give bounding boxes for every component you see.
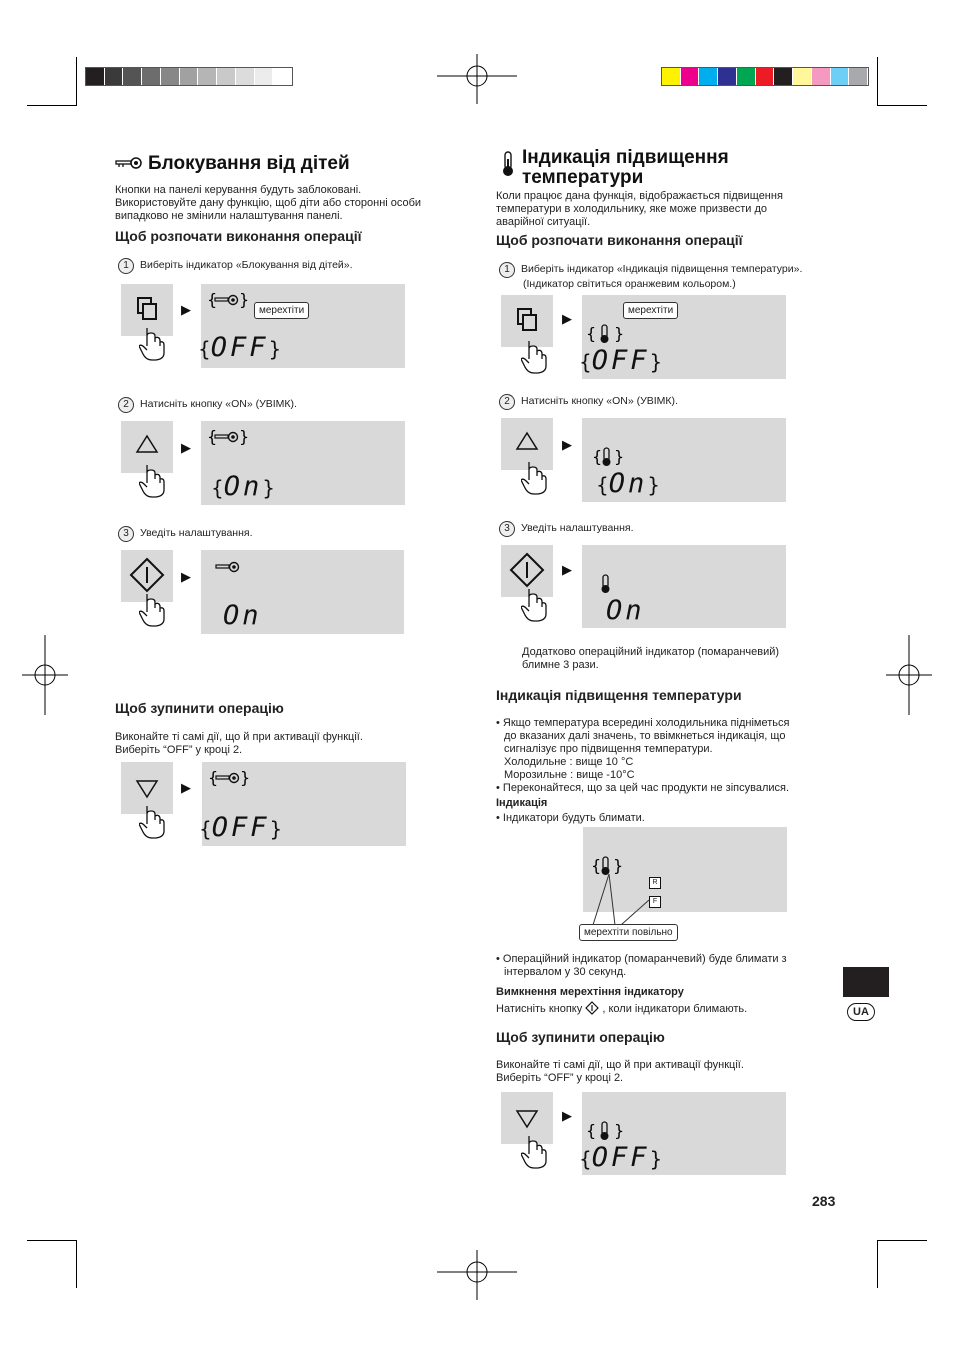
color-swatch — [831, 68, 850, 85]
color-swatch — [662, 68, 681, 85]
color-swatch — [142, 68, 161, 85]
right-stop-text — [496, 1059, 744, 1085]
blink-callout: мерехтіти — [254, 302, 309, 319]
svg-text:}: } — [614, 1121, 625, 1140]
page-number: 283 — [812, 1193, 836, 1209]
left-display-stop — [199, 762, 406, 846]
svg-text:}: } — [614, 447, 625, 466]
lcd-on: On — [606, 595, 645, 626]
left-start-heading: Щоб розпочати виконання операції — [115, 228, 362, 244]
bullet-line: • Переконайтеся, що за цей час продукти не зіпсувалися. — [496, 782, 790, 794]
svg-text:}: } — [613, 856, 624, 875]
right-step2 — [499, 394, 678, 410]
left-stop-text — [115, 731, 363, 757]
lcd-off: {OFF} — [199, 812, 283, 843]
color-swatch — [123, 68, 142, 85]
registration-target-top — [437, 54, 517, 104]
step-text: (Індикатор світиться оранжевим кольором.) — [523, 278, 736, 290]
stop-blink-text-b: , коли індикатори блимають. — [602, 1003, 748, 1015]
blinking-thermometer-icon — [586, 323, 626, 345]
right-intro-line: аварійної ситуації. — [496, 216, 591, 228]
step-number: 3 — [118, 526, 134, 542]
bullet-line: Холодильне : вище 10 °C — [504, 756, 634, 768]
step-number: 1 — [118, 258, 134, 274]
hand-press-icon — [521, 460, 549, 496]
temp-bullets — [496, 717, 789, 795]
r-label: R — [649, 877, 661, 889]
arrow-icon: ▶ — [562, 311, 572, 326]
blink-callout: мерехтіти — [623, 302, 678, 319]
svg-text:{: { — [586, 1121, 597, 1140]
right-display-1 — [579, 295, 786, 379]
right-display-2 — [582, 418, 786, 502]
language-tab-block — [843, 967, 889, 997]
left-intro-line: Використовуйте дану функцію, щоб діти або сторонні особи — [115, 197, 422, 209]
step-text: Натисніть кнопку «ON» (УВІМК). — [521, 395, 678, 407]
note-line: • Операційний індикатор (помаранчевий) буде блимати з — [496, 953, 787, 965]
color-swatch — [699, 68, 718, 85]
color-swatch — [718, 68, 737, 85]
right-title-line: Індикація підвищення — [522, 147, 729, 168]
left-intro-line: Кнопки на панелі керування будуть заблоковані. — [115, 184, 362, 196]
registration-target-left — [22, 635, 68, 715]
enter-icon — [585, 1001, 599, 1015]
color-swatch — [849, 68, 868, 85]
svg-text:{: { — [207, 427, 218, 446]
left-step1 — [118, 258, 353, 274]
key-icon — [215, 560, 245, 576]
registration-target-bottom — [437, 1250, 517, 1300]
left-intro-line: випадково не змінили налаштування панелі. — [115, 210, 343, 222]
lcd-on: {On} — [596, 468, 660, 499]
stop-blink-label: Вимкнення мерехтіння індикатору — [496, 986, 684, 998]
left-display-3 — [201, 550, 404, 634]
indication-label: Індикація — [496, 797, 548, 809]
blinking-key-icon — [208, 768, 254, 788]
temp-indication-heading: Індикація підвищення температури — [496, 687, 742, 703]
arrow-icon: ▶ — [181, 440, 191, 455]
f-label: F — [649, 896, 661, 908]
left-title: Блокування від дітей — [148, 153, 350, 174]
hand-press-icon — [139, 804, 167, 840]
svg-text:}: } — [239, 427, 250, 446]
right-step1 — [499, 262, 802, 291]
svg-text:}: } — [614, 324, 625, 343]
hand-press-icon — [521, 1134, 549, 1170]
hand-press-icon — [139, 326, 167, 362]
right-intro — [496, 190, 836, 229]
stop-blink-text — [496, 1001, 747, 1016]
color-swatch — [774, 68, 793, 85]
arrow-icon: ▶ — [181, 780, 191, 795]
stop-blink-text-a: Натисніть кнопку — [496, 1003, 583, 1015]
lcd-off: {OFF} — [579, 345, 663, 376]
color-swatch — [180, 68, 199, 85]
bullet-line: до вказаних далі значень, то ввімкнеться індикація, що — [504, 730, 786, 742]
callout-leader-lines — [585, 870, 665, 930]
right-intro-line: температури в холодильнику, яке може призвести до — [496, 203, 767, 215]
color-swatch — [756, 68, 775, 85]
registration-target-right — [886, 635, 932, 715]
blinking-thermometer-icon — [586, 1120, 626, 1142]
svg-text:{: { — [586, 324, 597, 343]
step-text: Натисніть кнопку «ON» (УВІМК). — [140, 398, 297, 410]
color-swatch — [255, 68, 274, 85]
step-text: Виберіть індикатор «Індикація підвищення температури». — [521, 263, 803, 275]
language-badge: UA — [847, 1003, 875, 1021]
right-title-line: температури — [522, 167, 644, 188]
bullet-line: Морозильне : вище -10°C — [504, 769, 635, 781]
right-display-stop — [579, 1092, 786, 1175]
color-swatch — [198, 68, 217, 85]
step-number: 1 — [499, 262, 515, 278]
blinking-key-icon — [207, 290, 253, 310]
right-display-3 — [582, 545, 786, 628]
color-swatch — [812, 68, 831, 85]
after-step3-note — [522, 646, 779, 672]
blinking-thermometer-icon — [592, 446, 632, 468]
left-intro — [115, 184, 460, 223]
color-swatch — [161, 68, 180, 85]
blinking-key-icon — [207, 427, 253, 447]
stop-line: Виберіть “OFF” у кроці 2. — [496, 1072, 624, 1084]
color-swatch — [737, 68, 756, 85]
left-stop-heading: Щоб зупинити операцію — [115, 700, 284, 716]
hand-press-icon — [521, 587, 549, 623]
lcd-off: {OFF} — [198, 332, 282, 363]
svg-text:}: } — [239, 290, 250, 309]
color-swatch — [793, 68, 812, 85]
note-line: Додатково операційний індикатор (помаранчевий) — [522, 646, 780, 658]
thermometer-icon — [500, 150, 516, 178]
stop-line: Виконайте ті самі дії, що й при активації функції. — [115, 731, 363, 743]
svg-text:{: { — [207, 290, 218, 309]
color-bar — [661, 67, 869, 86]
svg-text:{: { — [592, 447, 603, 466]
svg-text:{: { — [208, 768, 219, 787]
step-number: 2 — [118, 397, 134, 413]
stop-line: Виконайте ті самі дії, що й при активації функції. — [496, 1059, 744, 1071]
lcd-on: On — [223, 600, 262, 631]
color-swatch — [105, 68, 124, 85]
bullet-line: • Якщо температура всередині холодильника підніметься — [496, 717, 790, 729]
key-icon — [115, 156, 143, 170]
arrow-icon: ▶ — [562, 1108, 572, 1123]
color-swatch — [217, 68, 236, 85]
color-swatch — [273, 68, 292, 85]
hand-press-icon — [139, 463, 167, 499]
svg-text:{: { — [591, 856, 602, 875]
right-intro-line: Коли працює дана функція, відображається підвищення — [496, 190, 783, 202]
arrow-icon: ▶ — [181, 569, 191, 584]
color-swatch — [86, 68, 105, 85]
step-number: 2 — [499, 394, 515, 410]
lcd-off: {OFF} — [579, 1142, 663, 1173]
left-step3 — [118, 526, 253, 542]
color-swatch — [681, 68, 700, 85]
right-start-heading: Щоб розпочати виконання операції — [496, 232, 743, 248]
arrow-icon: ▶ — [181, 302, 191, 317]
left-step2 — [118, 397, 297, 413]
right-step3 — [499, 521, 634, 537]
left-display-2 — [201, 421, 405, 505]
step-number: 3 — [499, 521, 515, 537]
hand-press-icon — [139, 592, 167, 628]
op-indicator-note — [496, 953, 787, 979]
note-line: інтервалом у 30 секунд. — [504, 966, 627, 978]
slow-blink-callout: мерехтіти повільно — [579, 924, 678, 941]
right-stop-heading: Щоб зупинити операцію — [496, 1029, 665, 1045]
note-line: блимне 3 рази. — [522, 659, 599, 671]
step-text: Уведіть налаштування. — [140, 527, 253, 539]
left-display-1 — [198, 284, 405, 368]
arrow-icon: ▶ — [562, 562, 572, 577]
color-swatch — [236, 68, 255, 85]
lcd-on: {On} — [211, 471, 275, 502]
indication-text: • Індикатори будуть блимати. — [496, 812, 645, 824]
svg-text:}: } — [240, 768, 251, 787]
bullet-line: сигналізує про підвищення температури. — [504, 743, 713, 755]
stop-line: Виберіть “OFF” у кроці 2. — [115, 744, 243, 756]
step-text: Уведіть налаштування. — [521, 522, 634, 534]
right-title — [522, 148, 729, 188]
hand-press-icon — [521, 339, 549, 375]
gray-color-bar — [85, 67, 293, 86]
arrow-icon: ▶ — [562, 437, 572, 452]
thermometer-icon — [599, 573, 613, 597]
step-text: Виберіть індикатор «Блокування від дітей». — [140, 259, 353, 271]
